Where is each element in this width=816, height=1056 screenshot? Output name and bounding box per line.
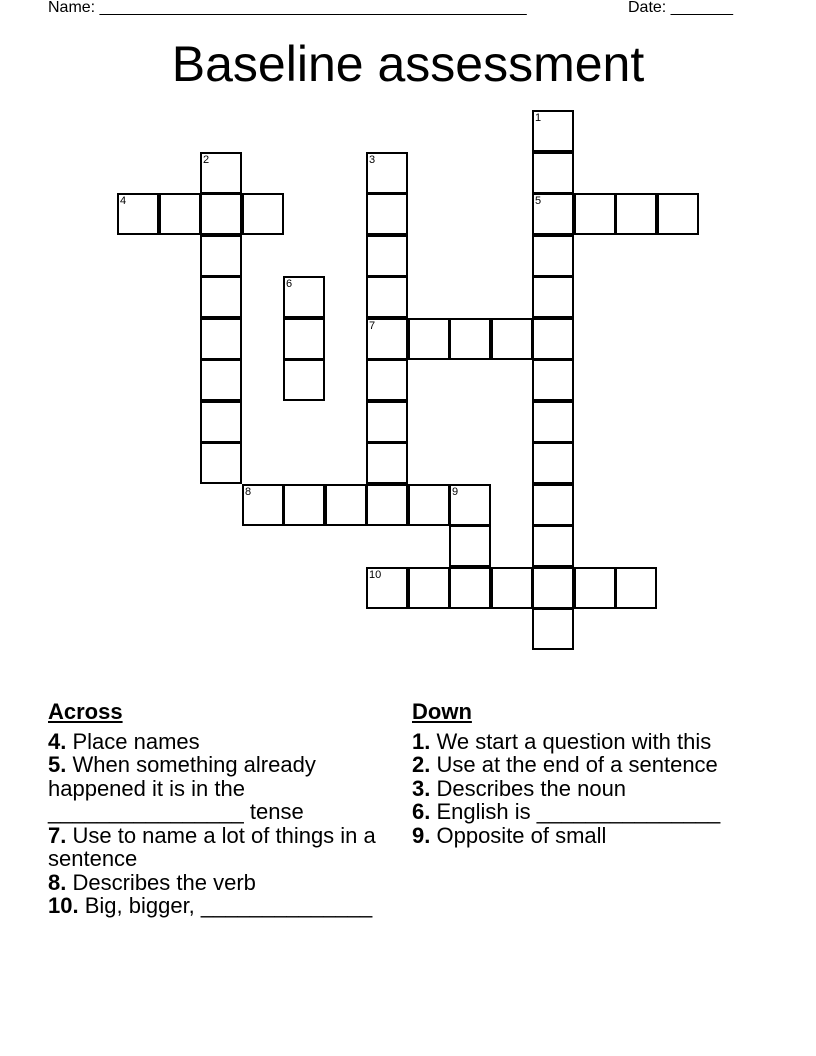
clue-number: 3. — [412, 775, 431, 801]
crossword-cell-3[interactable] — [366, 152, 408, 194]
crossword-cell-6[interactable] — [283, 276, 325, 318]
clue-number: 9. — [412, 822, 431, 848]
clue-down-9 — [412, 824, 732, 848]
crossword-cell[interactable] — [532, 484, 574, 526]
cell-number: 2 — [203, 154, 210, 166]
crossword-cell[interactable] — [159, 193, 201, 235]
crossword-cell[interactable] — [408, 318, 450, 360]
clue-number: 8. — [48, 869, 67, 895]
crossword-cell-5[interactable] — [532, 193, 574, 235]
crossword-cell[interactable] — [366, 193, 408, 235]
crossword-cell[interactable] — [491, 318, 533, 360]
crossword-cell[interactable] — [449, 318, 491, 360]
cell-number: 5 — [535, 195, 542, 207]
crossword-cell[interactable] — [200, 193, 242, 235]
cell-number: 3 — [369, 154, 376, 166]
crossword-cell[interactable] — [366, 235, 408, 277]
clue-text: English is _______________ — [436, 799, 721, 824]
crossword-cell-1[interactable] — [532, 110, 574, 152]
cell-number: 9 — [452, 486, 459, 498]
cell-number: 8 — [245, 486, 252, 498]
crossword-cell[interactable] — [242, 193, 284, 235]
crossword-cell[interactable] — [325, 484, 367, 526]
clue-number: 1. — [412, 728, 431, 754]
clue-text: We start a question with this — [436, 728, 712, 754]
cell-number: 10 — [369, 569, 382, 581]
clue-number: 7. — [48, 822, 67, 848]
cell-number: 7 — [369, 320, 376, 332]
crossword-cell[interactable] — [491, 567, 533, 609]
crossword-cell[interactable] — [532, 401, 574, 443]
clue-text: Use to name a lot of things in a sentence — [48, 822, 376, 871]
clue-across-10 — [48, 894, 378, 918]
crossword-cell[interactable] — [200, 401, 242, 443]
crossword-cell[interactable] — [449, 525, 491, 567]
crossword-cell[interactable] — [532, 525, 574, 567]
crossword-cell-2[interactable] — [200, 152, 242, 194]
clue-down-2 — [412, 753, 732, 777]
crossword-cell[interactable] — [532, 318, 574, 360]
crossword-cell-9[interactable] — [449, 484, 491, 526]
clue-text: Describes the noun — [436, 775, 627, 801]
crossword-cell[interactable] — [366, 401, 408, 443]
clue-number: 4. — [48, 728, 67, 754]
crossword-cell[interactable] — [615, 193, 657, 235]
down-heading: Down — [412, 699, 472, 724]
clue-number: 5. — [48, 752, 67, 777]
crossword-cell[interactable] — [366, 276, 408, 318]
name-field[interactable]: Name: ________________________________________________ — [48, 0, 527, 16]
clue-text: Opposite of small — [436, 822, 607, 848]
clue-number: 10. — [48, 893, 79, 918]
crossword-cell[interactable] — [574, 567, 616, 609]
crossword-cell[interactable] — [449, 567, 491, 609]
clue-across-4 — [48, 730, 378, 754]
crossword-cell[interactable] — [532, 276, 574, 318]
clue-down-3 — [412, 777, 732, 801]
down-clues — [412, 700, 732, 847]
date-field[interactable]: Date: _______ — [628, 0, 733, 16]
clue-number: 6. — [412, 799, 431, 824]
crossword-cell[interactable] — [283, 484, 325, 526]
crossword-cell-8[interactable] — [242, 484, 284, 526]
crossword-cell[interactable] — [366, 442, 408, 484]
clue-text: Place names — [72, 728, 200, 754]
crossword-cell[interactable] — [615, 567, 657, 609]
crossword-cell[interactable] — [200, 359, 242, 401]
crossword-cell[interactable] — [200, 442, 242, 484]
cell-number: 1 — [535, 112, 542, 124]
page-title: Baseline assessment — [171, 36, 645, 92]
clue-across-7 — [48, 824, 378, 871]
clue-across-5 — [48, 753, 378, 824]
clue-text: When something already happened it is in the ________________ tense — [48, 752, 316, 824]
crossword-cell[interactable] — [408, 567, 450, 609]
crossword-cell[interactable] — [366, 484, 408, 526]
crossword-cell[interactable] — [283, 359, 325, 401]
crossword-cell[interactable] — [200, 276, 242, 318]
crossword-cell[interactable] — [283, 318, 325, 360]
crossword-cell[interactable] — [532, 567, 574, 609]
clue-text: Use at the end of a sentence — [436, 752, 718, 777]
crossword-cell-10[interactable] — [366, 567, 408, 609]
crossword-cell[interactable] — [200, 318, 242, 360]
clue-down-1 — [412, 730, 732, 754]
crossword-cell[interactable] — [532, 152, 574, 194]
crossword-cell[interactable] — [532, 235, 574, 277]
clue-number: 2. — [412, 752, 431, 777]
cell-number: 4 — [120, 195, 127, 207]
clue-across-8 — [48, 871, 378, 895]
clue-down-6 — [412, 800, 732, 824]
crossword-cell-4[interactable] — [117, 193, 159, 235]
clue-text: Big, bigger, ______________ — [84, 893, 373, 918]
crossword-cell-7[interactable] — [366, 318, 408, 360]
clue-text: Describes the verb — [72, 869, 256, 895]
worksheet-header — [48, 0, 768, 20]
crossword-cell[interactable] — [657, 193, 699, 235]
crossword-cell[interactable] — [366, 359, 408, 401]
crossword-cell[interactable] — [532, 442, 574, 484]
crossword-cell[interactable] — [532, 359, 574, 401]
cell-number: 6 — [286, 278, 293, 290]
across-clues — [48, 700, 378, 918]
across-heading: Across — [48, 699, 123, 724]
crossword-cell[interactable] — [200, 235, 242, 277]
crossword-cell[interactable] — [532, 608, 574, 650]
crossword-cell[interactable] — [408, 484, 450, 526]
crossword-cell[interactable] — [574, 193, 616, 235]
